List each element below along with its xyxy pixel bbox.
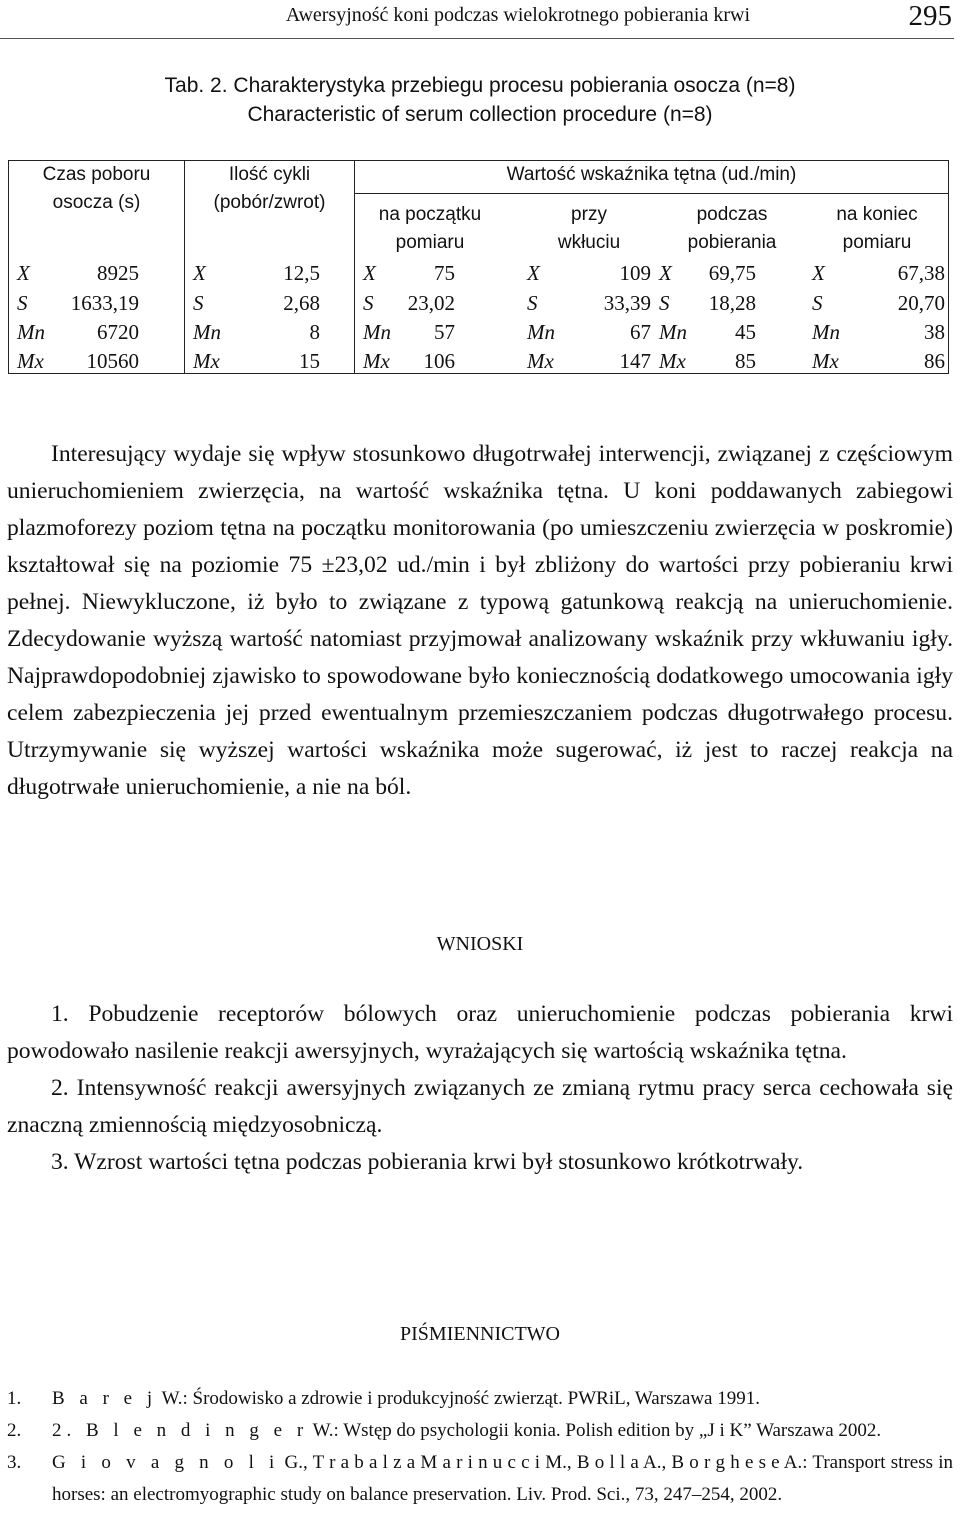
table-cell [527, 289, 651, 318]
stat-label: S [527, 291, 538, 315]
references-list [7, 1383, 953, 1511]
references-heading: PIŚMIENNICTWO [400, 1323, 560, 1345]
header-rule [0, 38, 954, 39]
table-cell [193, 318, 320, 347]
stat-value: 67,38 [897, 261, 945, 285]
table-cell [659, 318, 756, 347]
data-table [8, 160, 949, 374]
stat-value: 10560 [86, 349, 139, 373]
stat-label: X [659, 261, 672, 285]
table-cell [527, 347, 651, 376]
stat-label: S [659, 291, 670, 315]
stat-value: 18,28 [708, 291, 756, 315]
stat-label: X [193, 261, 206, 285]
subheader-end: na koniec pomiaru [836, 204, 918, 253]
body-paragraph: Interesujący wydaje się wpływ stosunkowo długotrwałej interwencji, związanej z częściowym unieruchomieniem zwierzęcia, na wartość wskaźnika tętna. U koni poddawanych zabiegowi plazmoforezy poziom tętna na początku monitorowania (po umieszczeniu zwierzęcia w poskromie) kształtował się na poziomie 75 ±23,02 ud./min i był zbliżony do wartości przy pobieraniu krwi pełnej. Niewykluczone, iż było to związane z typową gatunkową reakcją na unieruchomienie. Zdecydowanie wyższą wartość natomiast przyjmował analizowany wskaźnik przy wkłuwaniu igły. Najprawdopodobniej zjawisko to spowodowane było koniecznością dodatkowego umocowania igły celem zabezpieczenia jej przed ewentualnym przemieszczaniem podczas długotrwałego procesu. Utrzymywanie się wyższej wartości wskaźnika może sugerować, iż jest to raczej reakcja na długotrwałe unieruchomienie, a nie na ból. [7, 441, 953, 800]
table-cell [812, 318, 945, 347]
stat-label: S [812, 291, 823, 315]
stat-label: S [17, 291, 28, 315]
stat-value: 1633,19 [70, 291, 139, 315]
stat-value: 15 [299, 349, 320, 373]
table-cell [659, 289, 756, 318]
table-cell [527, 259, 651, 288]
conclusions-list [7, 996, 953, 1181]
table-cell [659, 347, 756, 376]
stat-label: Mx [193, 349, 220, 373]
reference-item: 3. G i o v a g n o l i G., T r a b a l z a M a r i n u c c i M., B o l l a A., B o r g h e s e A.: Transport stress in horses: an electromyographic study on balance preservation. Liv. Prod. Sci., 73, 247–254, 2002. [7, 1452, 953, 1505]
stat-value: 45 [735, 320, 756, 344]
table-cell [193, 347, 320, 376]
stat-label: X [527, 261, 540, 285]
stat-value: 75 [434, 261, 455, 285]
stat-value: 85 [735, 349, 756, 373]
stat-label: Mn [527, 320, 555, 344]
page-number: 295 [908, 0, 952, 32]
stat-label: Mx [659, 349, 686, 373]
table-cell [363, 259, 455, 288]
stat-value: 67 [630, 320, 651, 344]
table-cell [17, 347, 139, 376]
stat-value: 69,75 [708, 261, 756, 285]
stat-label: X [812, 261, 825, 285]
stat-value: 8925 [97, 261, 139, 285]
table-cell [363, 318, 455, 347]
stat-label: Mn [812, 320, 840, 344]
table-divider [354, 193, 948, 194]
reference-author: 2. B l e n d i n g e r [52, 1420, 309, 1441]
reference-author: G i o v a g n o l i [52, 1452, 280, 1473]
stat-value: 109 [619, 261, 651, 285]
stat-label: Mx [527, 349, 554, 373]
body-text [7, 436, 953, 806]
conclusion-item: 3. Wzrost wartości tętna podczas pobierania krwi był stosunkowo krótkotrwały. [51, 1149, 804, 1175]
stat-label: X [363, 261, 376, 285]
reference-author: B a r e j [52, 1388, 158, 1409]
table-cell [812, 289, 945, 318]
stat-value: 20,70 [897, 291, 945, 315]
table-cell [17, 318, 139, 347]
subheader-during: podczas pobierania [687, 204, 777, 253]
table-cell [659, 259, 756, 288]
stat-value: 6720 [97, 320, 139, 344]
subheader-insertion: przy wkłuciu [557, 204, 621, 253]
table-caption-en: Characteristic of serum collection procedure (n=8) [247, 103, 713, 126]
table-cell [363, 347, 455, 376]
stat-value: 23,02 [407, 291, 455, 315]
col-header-time: Czas poboru osocza (s) [42, 164, 151, 213]
conclusion-item: 1. Pobudzenie receptorów bólowych oraz unieruchomienie podczas pobierania krwi powodowało nasilenie reakcji awersyjnych, wyrażających się wartością wskaźnika tętna. [7, 1001, 953, 1064]
conclusions-heading: WNIOSKI [436, 933, 524, 955]
stat-label: Mn [363, 320, 391, 344]
reference-item: 2. 2. B l e n d i n g e r W.: Wstęp do psychologii konia. Polish edition by „J i K” Warszawa 2002. [7, 1420, 882, 1441]
table-cell [193, 289, 320, 318]
col-header-cycles: Ilość cykli (pobór/zwrot) [213, 164, 326, 213]
table-cell [17, 289, 139, 318]
stat-value: 2,68 [283, 291, 320, 315]
table-cell [527, 318, 651, 347]
running-header [0, 0, 960, 40]
table-cell [812, 347, 945, 376]
stat-label: X [17, 261, 30, 285]
stat-value: 12,5 [283, 261, 320, 285]
stat-label: Mn [17, 320, 45, 344]
table-cell [193, 259, 320, 288]
stat-value: 106 [423, 349, 455, 373]
table-cell [17, 259, 139, 288]
table-cell [363, 289, 455, 318]
stat-value: 86 [924, 349, 945, 373]
stat-label: S [363, 291, 374, 315]
stat-value: 8 [309, 320, 320, 344]
running-title: Awersyjność koni podczas wielokrotnego pobierania krwi [285, 4, 750, 26]
stat-value: 33,39 [603, 291, 651, 315]
conclusion-item: 2. Intensywność reakcji awersyjnych związanych ze zmianą rytmu pracy serca cechowała się znaczną zmiennością międzyosobniczą. [7, 1075, 953, 1138]
stat-label: S [193, 291, 204, 315]
stat-value: 57 [434, 320, 455, 344]
table-cell [812, 259, 945, 288]
stat-label: Mx [17, 349, 44, 373]
stat-label: Mn [193, 320, 221, 344]
stat-value: 38 [924, 320, 945, 344]
stat-label: Mn [659, 320, 687, 344]
subheader-start: na początku pomiaru [378, 204, 482, 253]
stat-label: Mx [812, 349, 839, 373]
stat-label: Mx [363, 349, 390, 373]
table-caption-pl: Tab. 2. Charakterystyka przebiegu procesu pobierania osocza (n=8) [164, 74, 796, 97]
reference-item: 1. B a r e j W.: Środowisko a zdrowie i produkcyjność zwierząt. PWRiL, Warszawa 1991. [7, 1388, 760, 1409]
col-header-pulse: Wartość wskaźnika tętna (ud./min) [506, 164, 797, 185]
stat-value: 147 [619, 349, 651, 373]
